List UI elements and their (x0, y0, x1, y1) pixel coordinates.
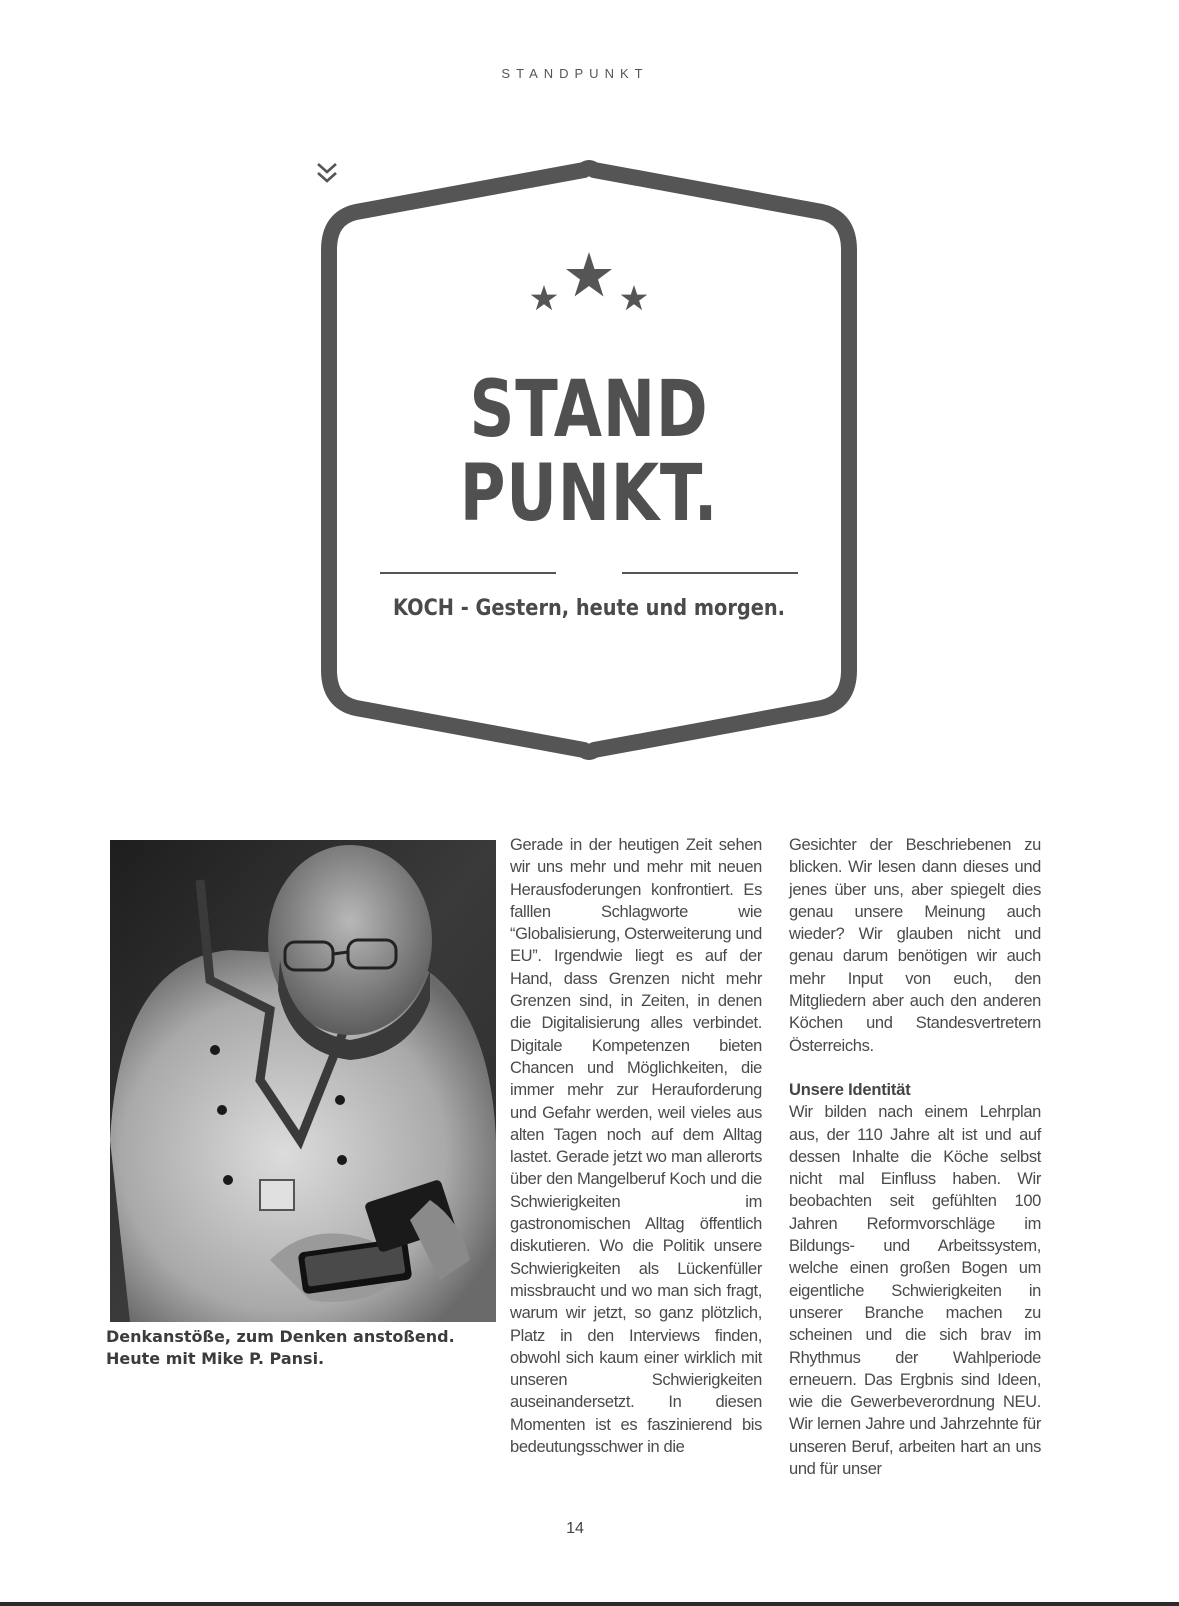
caption-line1: Denkanstöße, zum Denken anstoßend. (106, 1327, 455, 1346)
bottom-rule (0, 1602, 1179, 1606)
standpunkt-badge (314, 160, 864, 760)
caption-line2: Heute mit Mike P. Pansi. (106, 1349, 325, 1368)
badge-title-line1: STAND (469, 365, 709, 455)
section-heading: Unsere Identität (789, 1080, 911, 1099)
divider-left (380, 572, 556, 574)
badge-subtitle: KOCH - Gestern, heute und morgen. (392, 596, 786, 621)
article-paragraph: Gesichter der Beschriebenen zu blicken. Wir lesen dann dieses und jenes über uns, aber spiegelt dies genau unsere Meinung auch wieder? Wir glauben nicht und genau darum benötigen wir auch mehr Input von euch, den Mitgliedern aber auch den anderen Köchen und Standesvertretern Österreichs. (789, 836, 1041, 1055)
photo-caption (106, 1326, 506, 1370)
article-column-1 (510, 834, 762, 1458)
badge-title-line2: PUNKT. (459, 449, 719, 539)
divider-right (622, 572, 798, 574)
chef-with-phone-photo (110, 840, 496, 1322)
running-head: STANDPUNKT (501, 66, 649, 81)
article-paragraph: Gerade in der heutigen Zeit sehen wir uns mehr und mehr mit neuen Herausfoderungen konfrontiert. Es falllen Schlagworte wie “Globalisierung, Osterweiterung und EU”. Irgendwie liegt es auf der Hand, dass Grenzen nicht mehr Grenzen sind, in Zeiten, in denen die Digitalisierung alles verbindet. Digitale Kompetenzen bieten Chancen und Möglichkeiten, die immer mehr zur Herauforderung und Gefahr werden, weil vieles aus alten Tagen noch auf dem Alltag lastet. Gerade jetzt wo man allerorts über den Mangelberuf Koch und die Schwierigkeiten im gastronomischen Alltag öffentlich diskutieren. Wo die Politik unsere Schwierigkeiten als Lückenfüller missbraucht und wo man sich fragt, warum wir jetzt, so ganz plötzlich, Platz in den Interviews finden, obwohl sich kaum einer wirklich mit unseren Schwierigkeiten auseinandersetzt. In diesen Momenten ist es faszinierend bis bedeutungsschwer in die (510, 836, 762, 1457)
article-column-2 (789, 834, 1041, 1480)
three-stars-icon (314, 160, 864, 360)
article-paragraph: Wir bilden nach einem Lehrplan aus, der 110 Jahre alt ist und auf dessen Inhalte die Köche selbst nicht mal Einfluss haben. Wir beobachten seit gefühlten 100 Jahren Reformvorschläge im Bildungs- und Arbeitssystem, welche einen großen Bogen um eigentliche Schwierigkeiten in unserer Branche machen zu scheinen und die sich brav im Rhythmus der Wahlperiode erneuern. Das Ergbnis sind Ideen, wie die Gewerbeverordnung NEU. Wir lernen Jahre und Jahrzehnte für unseren Beruf, arbeiten hart an uns und für unser (789, 1103, 1041, 1479)
page-number: 14 (566, 1520, 584, 1537)
double-chevron-down-icon (314, 160, 340, 188)
